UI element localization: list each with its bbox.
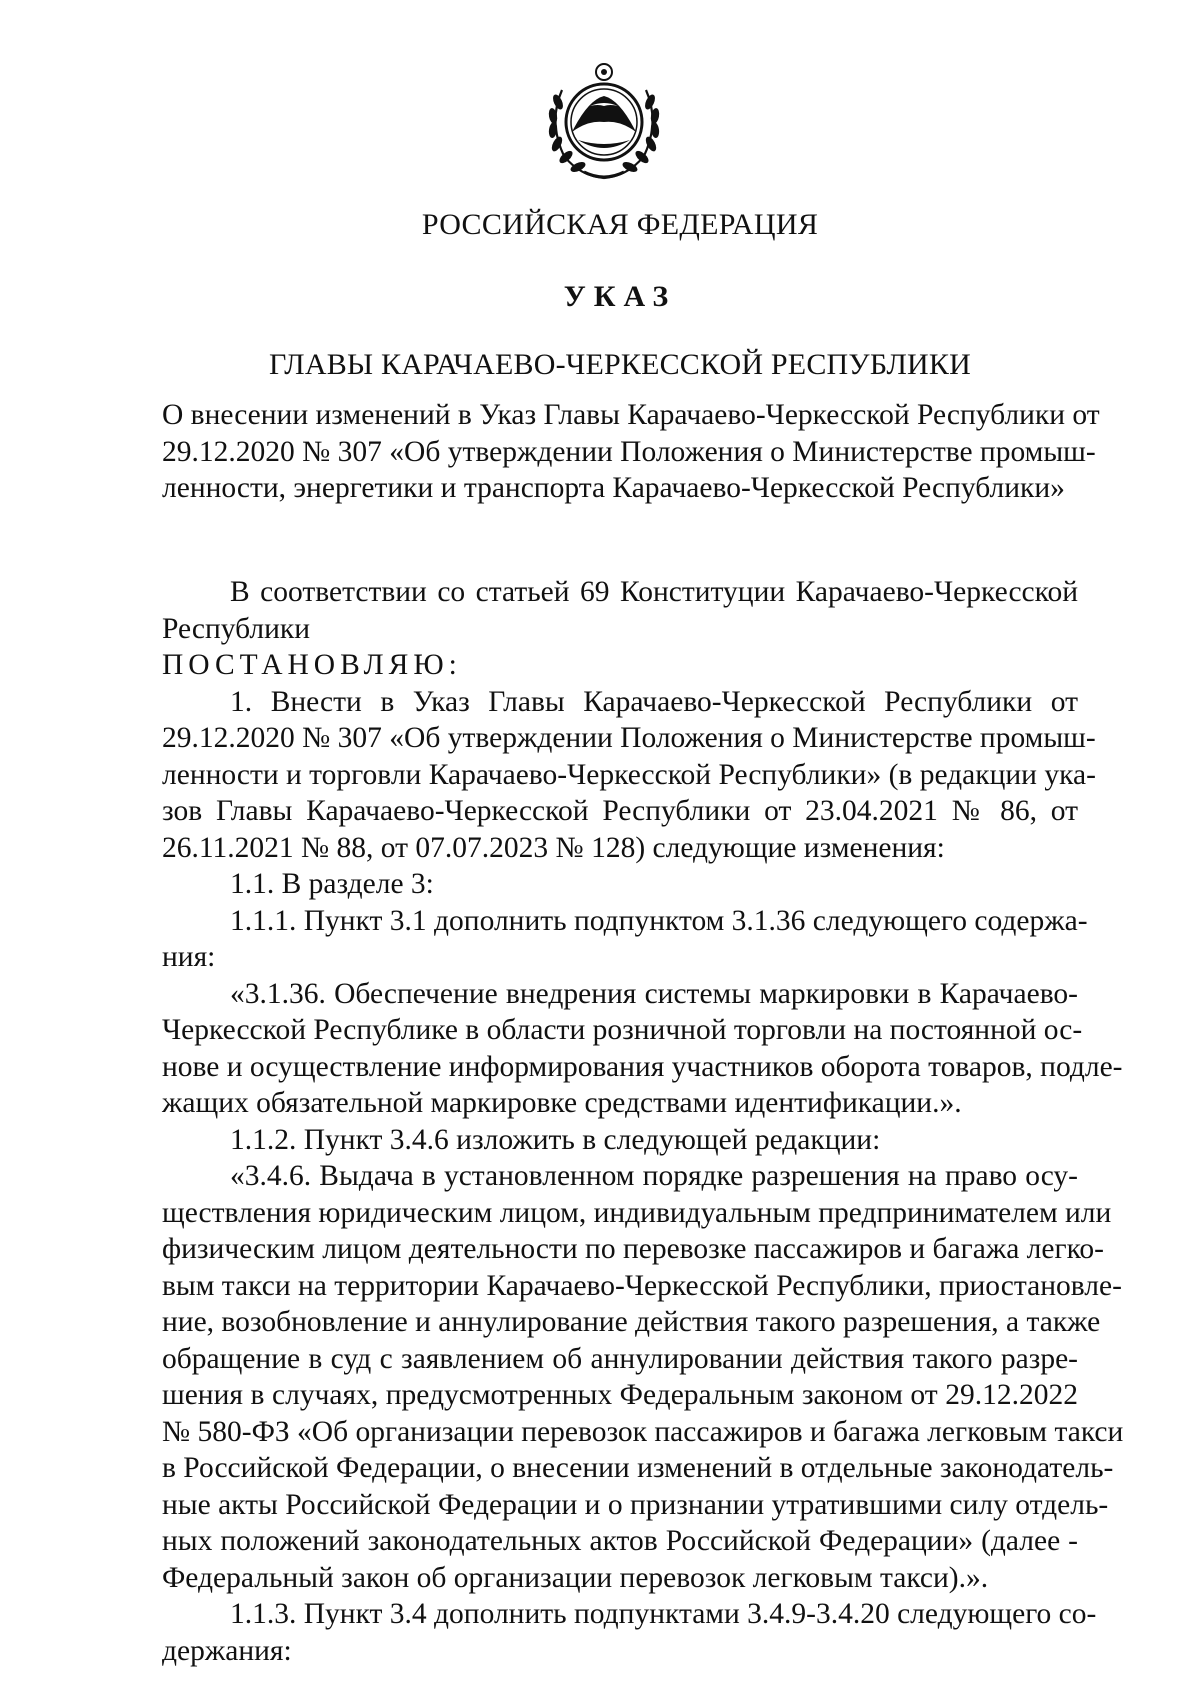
- body-line: № 580-ФЗ «Об организации перевозок пассажиров и багажа легковым такси: [162, 1415, 1124, 1448]
- body-line: ных положений законодательных актов Российской Федерации» (далее -: [162, 1525, 1078, 1557]
- body-line: нове и осуществление информирования участников оборота товаров, подле-: [162, 1050, 1123, 1083]
- body-line: 1.1.2. Пункт 3.4.6 изложить в следующей редакции:: [230, 1123, 881, 1156]
- body-line: «3.1.36. Обеспечение внедрения системы маркировки в Карачаево-: [230, 977, 1078, 1010]
- body-line: 1.1. В разделе 3:: [230, 868, 434, 900]
- coat-of-arms-icon: [540, 60, 668, 184]
- body-line: ния:: [162, 941, 216, 973]
- body-line: Черкесской Республике в области розничной торговли на постоянной ос-: [162, 1014, 1083, 1046]
- document-body: [162, 574, 1124, 1669]
- issuer-heading: ГЛАВЫ КАРАЧАЕВО-ЧЕРКЕССКОЙ РЕСПУБЛИКИ: [269, 348, 971, 381]
- document-subject: [162, 397, 1100, 507]
- body-line: вым такси на территории Карачаево-Черкесской Республики, приостановле-: [162, 1269, 1122, 1302]
- body-line: держания:: [162, 1634, 292, 1667]
- document-type-heading: УКАЗ: [563, 280, 677, 313]
- body-line: Федеральный закон об организации перевозок легковым такси).».: [162, 1561, 989, 1594]
- body-line: 29.12.2020 № 307 «Об утверждении Положения о Министерстве промыш-: [162, 722, 1096, 754]
- resolution-word: ПОСТАНОВЛЯЮ:: [162, 649, 462, 681]
- body-line: в Российской Федерации, о внесении изменений в отдельные законодатель-: [162, 1452, 1114, 1484]
- body-line: 1. Внести в Указ Главы Карачаево-Черкесской Республики от: [230, 685, 1078, 718]
- body-line: «3.4.6. Выдача в установленном порядке разрешения на право осу-: [230, 1160, 1078, 1192]
- body-line: ленности и торговли Карачаево-Черкесской Республики» (в редакции ука-: [162, 758, 1096, 791]
- body-line: физическим лицом деятельности по перевозке пассажиров и багажа легко-: [162, 1233, 1104, 1265]
- body-line: Республики: [162, 612, 310, 645]
- body-line: 1.1.1. Пункт 3.1 дополнить подпунктом 3.1.36 следующего содержа-: [230, 904, 1088, 937]
- country-heading: РОССИЙСКАЯ ФЕДЕРАЦИЯ: [421, 208, 819, 241]
- body-line: жащих обязательной маркировке средствами идентификации.».: [162, 1087, 962, 1119]
- body-line: ные акты Российской Федерации и о признании утратившими силу отдель-: [162, 1488, 1109, 1521]
- body-line: зов Главы Карачаево-Черкесской Республики от 23.04.2021 № 86, от: [162, 795, 1078, 827]
- body-line: шения в случаях, предусмотренных Федеральным законом от 29.12.2022: [162, 1379, 1078, 1411]
- body-line: ние, возобновление и аннулирование действия такого разрешения, а также: [162, 1306, 1101, 1338]
- body-line: 1.1.3. Пункт 3.4 дополнить подпунктами 3.4.9-3.4.20 следующего со-: [230, 1598, 1097, 1630]
- subject-line: О внесении изменений в Указ Главы Карачаево-Черкесской Республики от: [162, 399, 1100, 431]
- subject-line: 29.12.2020 № 307 «Об утверждении Положения о Министерстве промыш-: [162, 435, 1096, 468]
- body-line: обращение в суд с заявлением об аннулировании действия такого разре-: [162, 1342, 1078, 1375]
- body-line: 26.11.2021 № 88, от 07.07.2023 № 128) следующие изменения:: [162, 831, 945, 864]
- body-line: ществления юридическим лицом, индивидуальным предпринимателем или: [162, 1196, 1112, 1229]
- subject-line: ленности, энергетики и транспорта Карачаево-Черкесской Республики»: [162, 472, 1065, 504]
- body-line: В соответствии со статьей 69 Конституции Карачаево-Черкесской: [230, 576, 1078, 608]
